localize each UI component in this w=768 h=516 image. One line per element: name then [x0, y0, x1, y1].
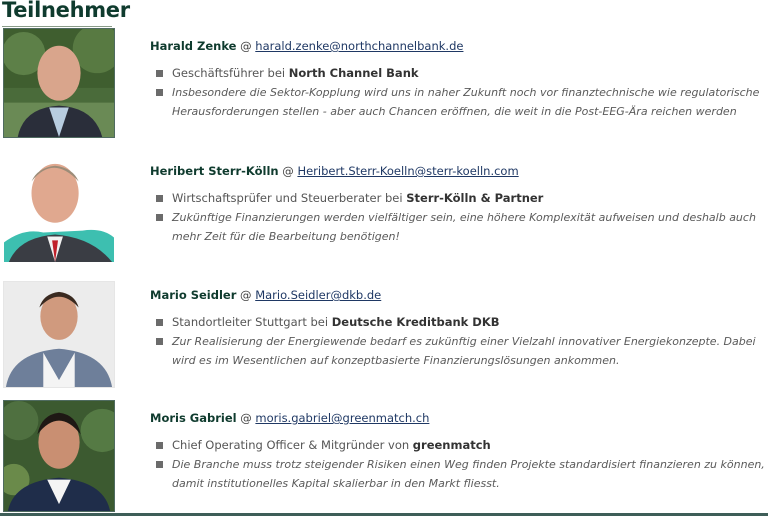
company-name: Deutsche Kreditbank DKB — [331, 315, 500, 329]
company-name: greenmatch — [412, 438, 491, 452]
square-bullet-icon — [156, 214, 163, 221]
page-title: Teilnehmer — [2, 0, 130, 22]
email-link[interactable]: moris.gabriel@greenmatch.ch — [255, 411, 430, 425]
quote-bullet: Zur Realisierung der Energiewende bedarf es zukünftig einer Vielzahl innovativer Energiekonzepte. Dabei wird es im Wesentlichen auf konzeptbasierte Finanzierungslösungen ankommen. — [150, 332, 765, 370]
participant-name: Mario Seidler — [150, 288, 237, 302]
email-link[interactable]: harald.zenke@northchannelbank.de — [255, 39, 464, 53]
square-bullet-icon — [156, 70, 163, 77]
at-sign: @ — [282, 164, 294, 178]
title-underline — [2, 26, 112, 27]
participant-name: Moris Gabriel — [150, 411, 237, 425]
company-name: North Channel Bank — [288, 66, 419, 80]
participant-name: Harald Zenke — [150, 39, 237, 53]
role-bullet: Wirtschaftsprüfer und Steuerberater bei Sterr-Kölln & Partner — [150, 189, 765, 208]
at-sign: @ — [240, 39, 252, 53]
role-bullet: Standortleiter Stuttgart bei Deutsche Kreditbank DKB — [150, 313, 765, 332]
quote-bullet: Die Branche muss trotz steigender Risiken einen Weg finden Projekte standardisiert finanzieren zu können, damit institutionelles Kapital skalierbar in den Markt fliesst. — [150, 455, 765, 493]
role-bullet: Chief Operating Officer & Mitgründer von greenmatch — [150, 436, 765, 455]
quote-bullet: Zukünftige Finanzierungen werden vielfältiger sein, eine höhere Komplexität aufweisen und deshalb auch mehr Zeit für die Bearbeitung benötigen! — [150, 208, 765, 246]
square-bullet-icon — [156, 338, 163, 345]
portrait-photo-icon — [3, 153, 115, 263]
company-name: Sterr-Kölln & Partner — [406, 191, 544, 205]
quote-bullet: Insbesondere die Sektor-Kopplung wird uns in naher Zukunft noch vor finanztechnische wie regulatorische Herausforderungen stellen - aber auch Chancen eröffnen, die weit in die Post-EEG-Ära reichen werden — [150, 83, 765, 121]
square-bullet-icon — [156, 89, 163, 96]
square-bullet-icon — [156, 461, 163, 468]
email-link[interactable]: Mario.Seidler@dkb.de — [255, 288, 382, 302]
square-bullet-icon — [156, 195, 163, 202]
portrait-photo-icon — [3, 28, 115, 138]
portrait-photo-icon — [3, 400, 115, 512]
portrait-photo-icon — [3, 281, 115, 388]
square-bullet-icon — [156, 319, 163, 326]
at-sign: @ — [240, 288, 252, 302]
at-sign: @ — [240, 411, 252, 425]
participant-name: Heribert Sterr-Kölln — [150, 164, 279, 178]
email-link[interactable]: Heribert.Sterr-Koelln@sterr-koelln.com — [297, 164, 519, 178]
square-bullet-icon — [156, 442, 163, 449]
role-bullet: Geschäftsführer bei North Channel Bank — [150, 64, 765, 83]
